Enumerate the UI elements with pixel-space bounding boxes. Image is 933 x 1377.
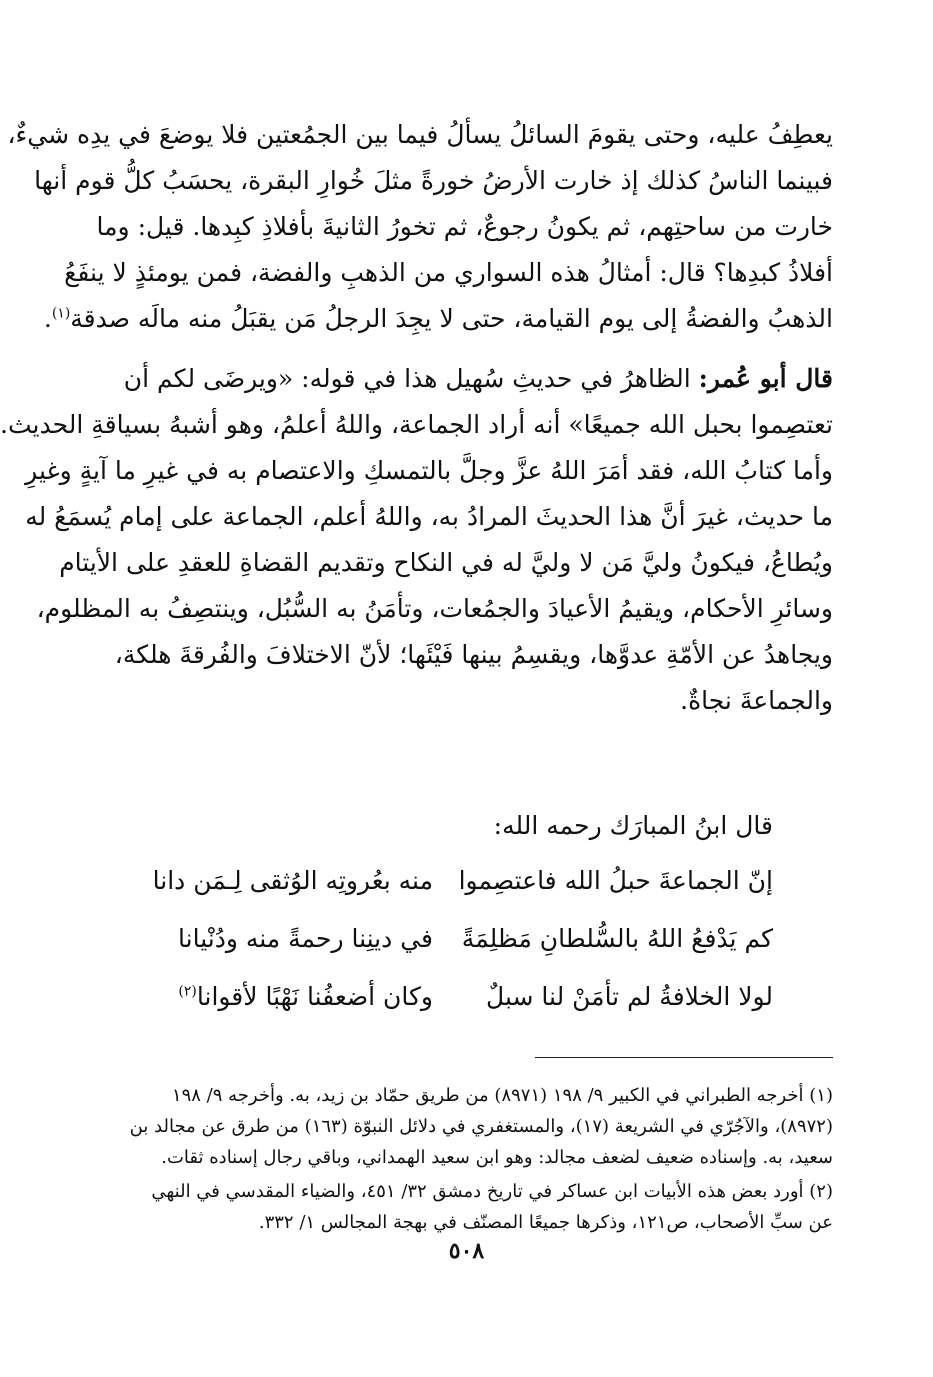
- verse-second-hemistich: منه بعُروتِه الوُثقى لِـمَن دانا: [152, 866, 433, 895]
- footnote-line: سعيد، به. وإسناده ضعيف لضعف مجالد: وهو ابن سعيد الهمداني، وباقي رجال إسناده ثقات.: [161, 1147, 833, 1168]
- poem-verse: [98, 910, 833, 968]
- text-line: خارت من ساحتِهم، ثم يكونُ رجوعٌ، ثم تخورُ الثانيةَ بأفلاذِ كبِدها. قيل: وما: [96, 212, 833, 241]
- poem: [98, 852, 833, 1026]
- footnote-number: (١): [809, 1085, 833, 1106]
- text-line: يعطِفُ عليه، وحتى يقومَ السائلُ يسألُ فيما بين الجمُعتين فلا يوضعَ في يدِه شيءٌ،: [7, 120, 833, 149]
- text-line: فبينما الناسُ كذلك إذ خارت الأرضُ خورةً مثلَ خُوارِ البقرة، يحسَبُ كلُّ قوم أنها: [34, 166, 833, 195]
- footnote-text: أورد بعض هذه الأبيات ابن عساكر في تاريخ دمشق ٣٢/ ٤٥١، والضياء المقدسي في النهي: [151, 1181, 804, 1202]
- main-text: [0, 112, 833, 738]
- text-line: تعتصِموا بحبل الله جميعًا» أنه أراد الجماعة، واللهُ أعلمُ، وهو أشبهُ بسياقةِ الحديث.: [0, 410, 833, 439]
- text-line-content: الظاهرُ في حديثِ سُهيل هذا في قوله: «ويرضَى لكم أن: [123, 364, 691, 393]
- text-line: أفلاذُ كبدِها؟ قال: أمثالُ هذه السواري من الذهبِ والفضة، فمن يومئذٍ لا ينفَعُ: [64, 258, 833, 287]
- footnote-line: [98, 1176, 833, 1207]
- footnote-ref-2[interactable]: (٢): [178, 983, 197, 1000]
- text-line: [43, 296, 833, 342]
- footnote-number: (٢): [809, 1181, 833, 1202]
- footnote-line: (٨٩٧٢)، والآجُرّي في الشريعة (١٧)، والمستغفري في دلائل النبوّة (١٦٣) من طرق عن مجالد بن: [129, 1116, 833, 1137]
- verse-text: وكان أضعفُنا نَهْبًا لأقوانا: [196, 982, 433, 1011]
- footnote-2: [98, 1176, 833, 1238]
- footnote-text: أخرجه الطبراني في الكبير ٩/ ١٩٨ (٨٩٧١) من طريق حمّاد بن زيد، به. وأخرجه ٩/ ١٩٨: [171, 1085, 804, 1106]
- verse-second-hemistich: [178, 968, 433, 1026]
- footnote-line: عن سبِّ الأصحاب، ص١٢١، وذكرها جميعًا المصنّف في بهجة المجالس ١/ ٣٣٢.: [258, 1212, 833, 1233]
- footnote-ref-1[interactable]: (١): [51, 305, 71, 322]
- verse-first-hemistich: لولا الخلافةُ لم تأمَنْ لنا سبلٌ: [486, 982, 773, 1011]
- poem-verse: [98, 968, 833, 1026]
- footnote-separator: [535, 1057, 833, 1058]
- verse-second-hemistich: في دينِنا رحمةً منه ودُنْيانا: [178, 924, 433, 953]
- text-line: [98, 356, 833, 402]
- text-line-content: الذهبُ والفضةُ إلى يوم القيامة، حتى لا يجِدَ الرجلُ مَن يقبَلُ منه مالَه صدقة: [70, 304, 833, 333]
- text-line: ما حديث، غيرَ أنَّ هذا الحديثَ المرادُ به، واللهُ أعلم، الجماعة على إمام يُسمَعُ له: [25, 502, 833, 531]
- poem-intro: قال ابنُ المبارَك رحمه الله:: [493, 811, 773, 840]
- verse-first-hemistich: كم يَدْفعُ اللهُ بالسُّلطانِ مَظلِمَةً: [461, 924, 773, 953]
- text-line: ويجاهدُ عن الأمّةِ عدوَّها، ويقسِمُ بينها فَيْئَها؛ لأنّ الاختلافَ والفُرقةَ هلكة،: [114, 640, 833, 669]
- verse-first-hemistich: إنّ الجماعةَ حبلُ الله فاعتصِموا: [458, 866, 773, 895]
- footnote-line: [98, 1080, 833, 1111]
- sentence-end: .: [43, 304, 52, 333]
- text-line: والجماعةَ نجاةٌ.: [680, 686, 833, 715]
- page-number: ٥٠٨: [448, 1238, 485, 1264]
- footnote-1: [98, 1080, 833, 1173]
- text-line: وسائرِ الأحكام، ويقيمُ الأعيادَ والجمُعات، وتأمَنُ به السُّبُل، وينتصِفُ به المظلوم،: [36, 594, 833, 623]
- paragraph-2: [0, 356, 833, 724]
- poem-verse: [98, 852, 833, 910]
- text-line: ويُطاعُ، فيكونُ وليَّ مَن لا وليَّ له في النكاح وتقديم القضاةِ للعقدِ على الأيتام: [59, 548, 833, 577]
- text-line: وأما كتابُ الله، فقد أمَرَ اللهُ عزَّ وجلَّ بالتمسكِ والاعتصام به في غيرِ ما آيةٍ وغيرِ: [25, 456, 833, 485]
- footnotes: [98, 1080, 833, 1241]
- paragraph-1: [7, 112, 833, 342]
- speaker-label: قال أبو عُمر:: [698, 364, 833, 393]
